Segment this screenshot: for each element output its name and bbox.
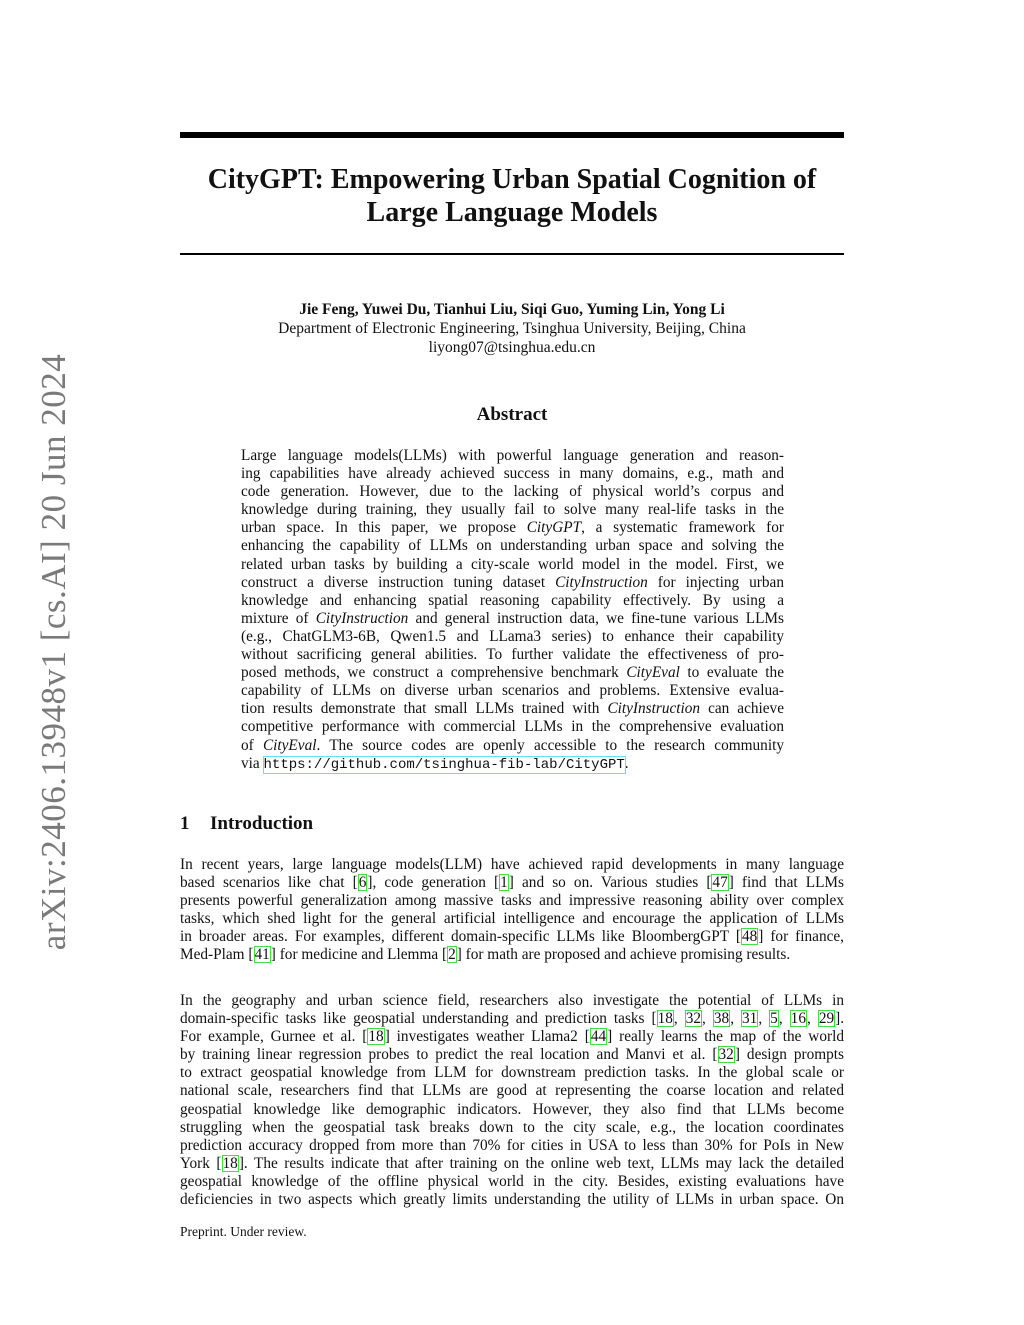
citation-link[interactable]: 38 — [713, 1010, 730, 1028]
title-top-rule — [180, 132, 844, 138]
citation-link[interactable]: 2 — [448, 946, 456, 964]
section-title: Introduction — [210, 813, 314, 834]
author-block — [180, 300, 844, 357]
title-line-2: Large Language Models — [366, 197, 658, 228]
citation-link[interactable]: 18 — [657, 1010, 673, 1028]
citation-link[interactable]: 47 — [712, 874, 728, 892]
title-bottom-rule — [180, 253, 844, 255]
abstract-body: Large language models(LLMs) with powerful language generation and reason- ing capabilities have already achieved success in many domains, e.g., math and code generation. However, due to the lacking of physical world’s corpus and knowledge during training, they usually fail to solve many real-life tasks in the urban space. In this paper, we propose CityGPT, a systematic framework for enhancing the capability of LLMs on understanding urban space and solving the related urban tasks by building a city-scale world model in the model. First, we construct a diverse instruction tuning dataset CityInstruction for injecting urban knowledge and enhancing spatial reasoning capability effectively. By using a mixture of CityInstruction and general instruction data, we fine-tune various LLMs (e.g., ChatGLM3-6B, Qwen1.5 and LLama3 series) to enhance their capability without sacrificing general abilities. To further validate the effectiveness of pro- posed methods, we construct a comprehensive benchmark CityEval to evaluate the capability of LLMs on diverse urban scenarios and problems. Extensive evalua- tion results demonstrate that small LLMs trained with CityInstruction can achieve competitive performance with commercial LLMs in the comprehensive evaluation of CityEval. The source codes are openly accessible to the research community via https://github.com/tsinghua-fib-lab/CityGPT. — [241, 447, 785, 773]
citation-link[interactable]: 29 — [818, 1010, 835, 1028]
citation-link[interactable]: 44 — [590, 1028, 607, 1046]
abstract-heading: Abstract — [476, 404, 548, 425]
author-list: Jie Feng, Yuwei Du, Tianhui Liu, Siqi Guo, Yuming Lin, Yong Li — [299, 301, 725, 318]
citation-link[interactable]: 32 — [718, 1046, 734, 1064]
arxiv-identifier: arXiv:2406.13948v1 [cs.AI] 20 Jun 2024 — [34, 353, 73, 951]
citation-link[interactable]: 32 — [685, 1010, 702, 1028]
citation-link[interactable]: 16 — [790, 1010, 806, 1028]
citation-link[interactable]: 1 — [500, 874, 508, 892]
citation-link[interactable]: 5 — [770, 1010, 778, 1028]
section-heading-introduction — [180, 813, 313, 835]
citation-link[interactable]: 18 — [368, 1028, 384, 1046]
email: liyong07@tsinghua.edu.cn — [428, 339, 596, 356]
footer-note: Preprint. Under review. — [180, 1224, 307, 1239]
affiliation: Department of Electronic Engineering, Tsinghua University, Beijing, China — [278, 320, 746, 337]
section-number: 1 — [180, 813, 190, 834]
intro-paragraph-2: In the geography and urban science field, researchers also investigate the potential of LLMs in domain-specific tasks like geospatial understanding and prediction tasks [18, 32, 38, 31, 5, 16, 29]. For example, Gurnee et al. [18] investigates weather Llama2 [44] really learns the map of the world by training linear regression probes to predict the real location and Manvi et al. [32] design prompts to extract geospatial knowledge from LLM for downstream prediction tasks. In the global scale or national scale, researchers find that LLMs are good at representing the coarse location and related geospatial knowledge like demographic indicators. However, they also find that LLMs become struggling when the geospatial task breaks down to the city scale, e.g., the location coordinates prediction accuracy dropped from more than 70% for cities in USA to less than 30% for PoIs in New York [18]. The results indicate that after training on the online web text, LLMs may lack the detailed geospatial knowledge of the offline physical world in the city. Besides, existing evaluations have deficiencies in two aspects which greatly limits understanding the utility of LLMs in urban space. On — [180, 992, 845, 1209]
citation-link[interactable]: 48 — [741, 928, 758, 946]
citation-link[interactable]: 6 — [358, 874, 367, 892]
paper-title — [180, 163, 844, 229]
github-link[interactable]: https://github.com/tsinghua-fib-lab/CityGPT — [263, 756, 625, 773]
title-line-1: CityGPT: Empowering Urban Spatial Cognition of — [207, 164, 817, 195]
intro-paragraph-1: In recent years, large language models(LLM) have achieved rapid developments in many language based scenarios like chat [6], code generation [1] and so on. Various studies [47] find that LLMs presents powerful generalization among massive tasks and impressive reasoning ability over complex tasks, which shed light for the general artificial intelligence and encourage the application of LLMs in broader areas. For examples, different domain-specific LLMs like BloombergGPT [48] for finance, Med-Plam [41] for medicine and Llemma [2] for math are proposed and achieve promising results. — [180, 856, 844, 964]
citation-link[interactable]: 41 — [254, 946, 270, 964]
citation-link[interactable]: 31 — [742, 1010, 758, 1028]
citation-link[interactable]: 18 — [222, 1154, 238, 1172]
